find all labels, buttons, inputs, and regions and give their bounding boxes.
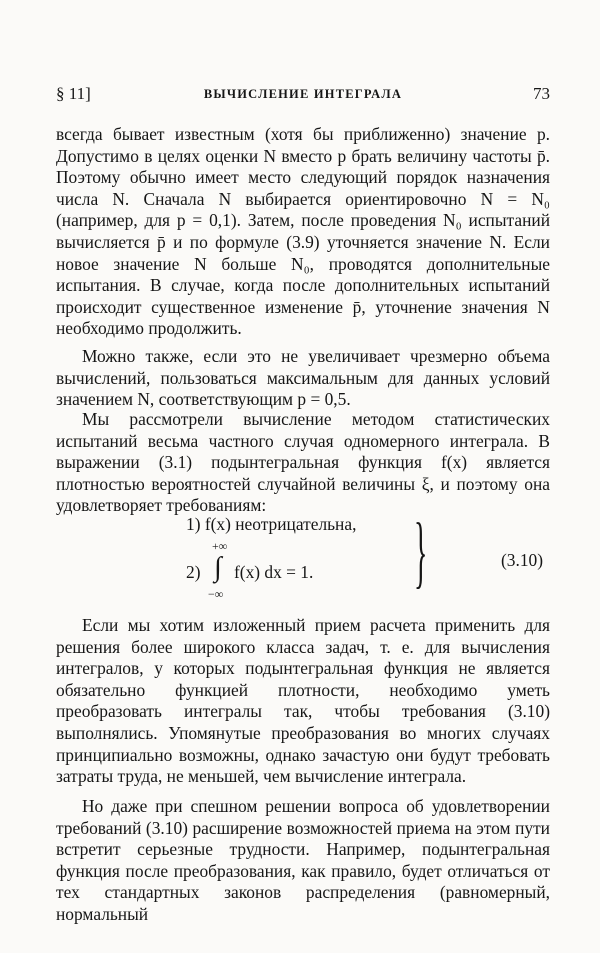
formula-condition-1: 1) f(x) неотрицательна, — [186, 514, 357, 534]
formula-integrand: f(x) dx = 1. — [234, 562, 314, 582]
paragraph-4: Если мы хотим изложенный прием расчета применить для решения более широкого класса задач, т. е. для вычисления интегралов, у которых подынтегральная функция не является обязательно функцией плотности, необходимо уметь преобразовать интегралы так, чтобы требования (3.10) выполнялись. Упомянутые преобразования во многих случаях принципиально возможны, однако зачастую они будут требовать затраты труда, не меньшей, чем вычисление интеграла. — [56, 615, 550, 787]
integral-sign: ∫ — [214, 552, 222, 583]
paragraph-2: Можно также, если это не увеличивает чрезмерно объема вычислений, пользоваться максимальным для данных условий значением N, соответствующим p = 0,5. — [56, 346, 550, 410]
integral-upper-limit: +∞ — [212, 539, 228, 553]
page-header — [56, 84, 550, 106]
paragraph-5: Но даже при спешном решении вопроса об удовлетворении требований (3.10) расширение возможностей приема на этом пути встретит серьезные трудности. Например, подынтегральная функция после преобразования, как правило, будет отличаться от тех стандартных законов распределения (равномерный, нормальный — [56, 796, 550, 924]
integral-lower-limit: −∞ — [208, 587, 224, 601]
equation-number: (3.10) — [501, 550, 544, 570]
page-number: 73 — [533, 84, 550, 103]
running-title: ВЫЧИСЛЕНИЕ ИНТЕГРАЛА — [203, 87, 403, 101]
paragraph-1: всегда бывает известным (хотя бы приближенно) значение p. Допустимо в целях оценки N вместо p брать величину частоты p̄. Поэтому обычно имеет место следующий порядок назначения числа N. Сначала N выбирается ориентировочно N = N₀ (например, для p = 0,1). Затем, после проведения N₀ испытаний вычисляется p̄ и по формуле (3.9) уточняется значение N. Если новое значение N больше N₀, проводятся дополнительные испытания. В случае, когда после дополнительных испытаний происходит существенное изменение p̄, уточнение значения N необходимо продолжить. — [56, 124, 550, 339]
formula-brace: } — [414, 508, 428, 596]
formula-item-2-label: 2) — [186, 562, 201, 582]
paragraph-3: Мы рассмотрели вычисление методом статистических испытаний весьма частного случая одномерного интеграла. В выражении (3.1) подынтегральная функция f(x) является плотностью вероятностей случайной величины ξ, и поэтому она удовлетворяет требованиям: — [56, 409, 550, 516]
section-mark: § 11] — [56, 84, 91, 103]
